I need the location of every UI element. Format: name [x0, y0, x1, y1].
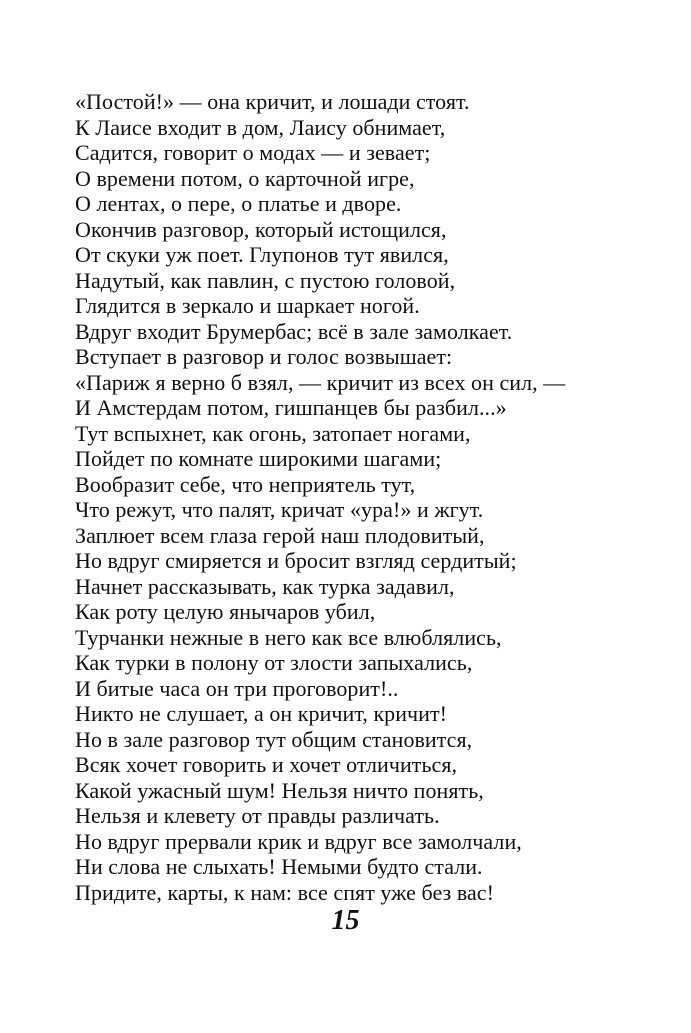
poem-line: От скуки уж поет. Глупонов тут явился,: [75, 242, 449, 267]
poem-line: О времени потом, о карточной игре,: [75, 165, 415, 191]
poem-line: Как турки в полону от злости запыхались,: [75, 650, 473, 675]
poem-line: Садится, говорит о модах — и зевает;: [75, 140, 431, 165]
poem-line: «Постой!» — она кричит, и лошади стоят.: [75, 89, 470, 114]
poem-line: О лентах, о пере, о платье и дворе.: [75, 191, 402, 216]
poem-line: Надутый, как павлин, с пустою головой,: [75, 267, 456, 293]
poem-line: Вообразит себе, что неприятель тут,: [75, 471, 416, 497]
poem-line: Какой ужасный шум! Нельзя ничто понять,: [75, 777, 484, 803]
poem-line: Но вдруг смиряется и бросит взгляд сердитый;: [75, 548, 517, 573]
poem-line: Окончив разговор, который истощился,: [75, 216, 447, 242]
poem-line: К Лаисе входит в дом, Лаису обнимает,: [75, 114, 446, 140]
poem-text: [75, 89, 675, 905]
poem-line: Начнет рассказывать, как турка задавил,: [75, 573, 455, 599]
poem-line: Нельзя и клевету от правды различать.: [75, 803, 440, 828]
poem-line: Придите, карты, к нам: все спят уже без вас!: [75, 879, 494, 905]
poem-line: Тут вспыхнет, как огонь, затопает ногами,: [75, 420, 471, 446]
poem-line: Как роту целую янычаров убил,: [75, 599, 376, 624]
poem-line: Турчанки нежные в него как все влюблялись,: [75, 624, 502, 650]
poem-line: «Париж я верно б взял, — кричит из всех он сил, —: [75, 369, 566, 395]
poem-line: Заплюет всем глаза герой наш плодовитый,: [75, 522, 485, 548]
poem-line: Никто не слушает, а он кричит, кричит!: [75, 701, 448, 726]
poem-line: И Амстердам потом, гишпанцев бы разбил...»: [75, 395, 507, 420]
poem-line: И битые часа он три проговорит!..: [75, 675, 399, 701]
poem-line: Но в зале разговор тут общим становится,: [75, 726, 473, 752]
poem-line: Вступает в разговор и голос возвышает:: [75, 344, 453, 369]
poem-line: Вдруг входит Брумербас; всё в зале замолкает.: [75, 318, 513, 344]
poem-line: Глядится в зеркало и шаркает ногой.: [75, 293, 420, 318]
poem-line: Пойдет по комнате широкими шагами;: [75, 446, 442, 471]
poem-line: Но вдруг прервали крик и вдруг все замолчали,: [75, 828, 522, 854]
page-number: 15: [331, 905, 360, 936]
poem-line: Что режут, что палят, кричат «ура!» и жгут.: [75, 497, 484, 522]
poem-line: Ни слова не слыхать! Немыми будто стали.: [75, 854, 483, 879]
poem-line: Всяк хочет говорить и хочет отличиться,: [75, 752, 458, 777]
